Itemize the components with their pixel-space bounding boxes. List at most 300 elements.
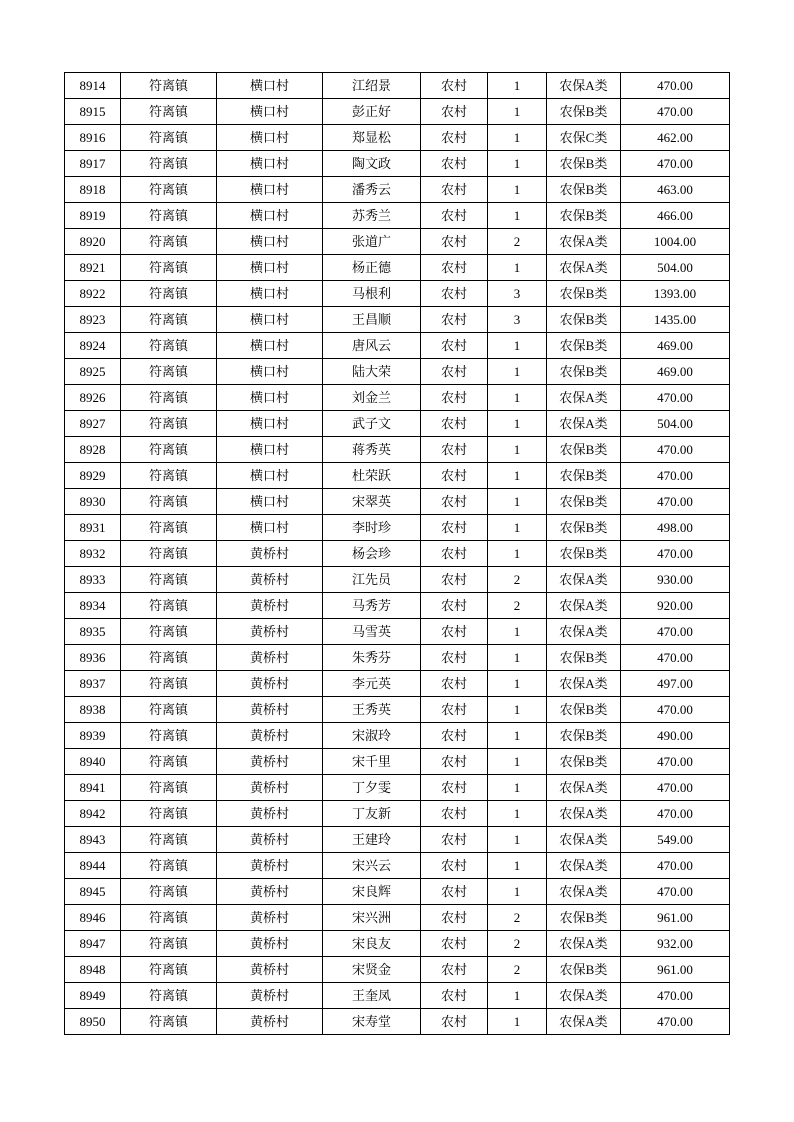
cell-index: 8946 [65, 905, 121, 931]
cell-index: 8938 [65, 697, 121, 723]
cell-amount: 1435.00 [621, 307, 730, 333]
cell-name: 潘秀云 [323, 177, 421, 203]
cell-name: 宋寿堂 [323, 1009, 421, 1035]
cell-name: 陆大荣 [323, 359, 421, 385]
cell-village: 黄桥村 [217, 801, 323, 827]
cell-village: 横口村 [217, 515, 323, 541]
cell-town: 符离镇 [121, 541, 217, 567]
cell-type: 农村 [421, 359, 488, 385]
cell-category: 农保B类 [547, 489, 621, 515]
cell-name: 王建玲 [323, 827, 421, 853]
table-row [65, 229, 730, 255]
table-row [65, 827, 730, 853]
cell-village: 黄桥村 [217, 1009, 323, 1035]
cell-index: 8927 [65, 411, 121, 437]
cell-town: 符离镇 [121, 593, 217, 619]
cell-category: 农保A类 [547, 983, 621, 1009]
cell-type: 农村 [421, 125, 488, 151]
cell-town: 符离镇 [121, 307, 217, 333]
cell-town: 符离镇 [121, 723, 217, 749]
table-row [65, 151, 730, 177]
table-row [65, 905, 730, 931]
cell-name: 杨会珍 [323, 541, 421, 567]
cell-category: 农保A类 [547, 801, 621, 827]
cell-amount: 470.00 [621, 697, 730, 723]
cell-name: 江先员 [323, 567, 421, 593]
cell-town: 符离镇 [121, 749, 217, 775]
cell-village: 横口村 [217, 177, 323, 203]
cell-index: 8948 [65, 957, 121, 983]
cell-category: 农保A类 [547, 593, 621, 619]
cell-category: 农保A类 [547, 385, 621, 411]
cell-amount: 470.00 [621, 645, 730, 671]
cell-town: 符离镇 [121, 125, 217, 151]
cell-index: 8949 [65, 983, 121, 1009]
cell-index: 8937 [65, 671, 121, 697]
cell-type: 农村 [421, 983, 488, 1009]
cell-category: 农保A类 [547, 567, 621, 593]
cell-town: 符离镇 [121, 671, 217, 697]
cell-type: 农村 [421, 515, 488, 541]
table-row [65, 801, 730, 827]
cell-amount: 470.00 [621, 73, 730, 99]
cell-town: 符离镇 [121, 567, 217, 593]
cell-count: 1 [488, 1009, 547, 1035]
table-row [65, 567, 730, 593]
cell-type: 农村 [421, 489, 488, 515]
cell-count: 1 [488, 463, 547, 489]
cell-village: 横口村 [217, 203, 323, 229]
cell-type: 农村 [421, 385, 488, 411]
table-row [65, 463, 730, 489]
cell-name: 宋良辉 [323, 879, 421, 905]
cell-category: 农保A类 [547, 619, 621, 645]
cell-town: 符离镇 [121, 801, 217, 827]
cell-name: 宋兴云 [323, 853, 421, 879]
cell-amount: 1004.00 [621, 229, 730, 255]
table-row [65, 775, 730, 801]
cell-amount: 497.00 [621, 671, 730, 697]
cell-name: 马根利 [323, 281, 421, 307]
cell-village: 横口村 [217, 99, 323, 125]
cell-town: 符离镇 [121, 99, 217, 125]
cell-type: 农村 [421, 853, 488, 879]
cell-category: 农保B类 [547, 463, 621, 489]
cell-type: 农村 [421, 723, 488, 749]
cell-name: 杨正德 [323, 255, 421, 281]
cell-village: 黄桥村 [217, 879, 323, 905]
cell-index: 8923 [65, 307, 121, 333]
cell-village: 黄桥村 [217, 957, 323, 983]
cell-village: 黄桥村 [217, 619, 323, 645]
cell-count: 1 [488, 411, 547, 437]
cell-type: 农村 [421, 255, 488, 281]
cell-type: 农村 [421, 567, 488, 593]
cell-index: 8928 [65, 437, 121, 463]
cell-count: 1 [488, 99, 547, 125]
cell-category: 农保B类 [547, 281, 621, 307]
table-row [65, 645, 730, 671]
cell-count: 1 [488, 619, 547, 645]
cell-category: 农保A类 [547, 827, 621, 853]
cell-index: 8915 [65, 99, 121, 125]
cell-type: 农村 [421, 801, 488, 827]
cell-category: 农保B类 [547, 307, 621, 333]
cell-type: 农村 [421, 1009, 488, 1035]
cell-amount: 469.00 [621, 359, 730, 385]
cell-town: 符离镇 [121, 645, 217, 671]
table-row [65, 255, 730, 281]
table-row [65, 749, 730, 775]
cell-category: 农保B类 [547, 515, 621, 541]
cell-village: 黄桥村 [217, 983, 323, 1009]
table-row [65, 73, 730, 99]
cell-category: 农保A类 [547, 853, 621, 879]
cell-amount: 930.00 [621, 567, 730, 593]
cell-name: 丁夕雯 [323, 775, 421, 801]
cell-name: 宋兴洲 [323, 905, 421, 931]
cell-type: 农村 [421, 697, 488, 723]
cell-type: 农村 [421, 411, 488, 437]
cell-village: 黄桥村 [217, 593, 323, 619]
cell-amount: 470.00 [621, 1009, 730, 1035]
table-row [65, 125, 730, 151]
cell-count: 1 [488, 203, 547, 229]
cell-name: 宋翠英 [323, 489, 421, 515]
cell-village: 黄桥村 [217, 645, 323, 671]
table-row [65, 723, 730, 749]
cell-town: 符离镇 [121, 281, 217, 307]
cell-index: 8932 [65, 541, 121, 567]
cell-name: 江绍景 [323, 73, 421, 99]
cell-index: 8941 [65, 775, 121, 801]
cell-count: 1 [488, 697, 547, 723]
cell-count: 2 [488, 567, 547, 593]
cell-name: 蒋秀英 [323, 437, 421, 463]
cell-name: 刘金兰 [323, 385, 421, 411]
cell-name: 丁友新 [323, 801, 421, 827]
cell-town: 符离镇 [121, 515, 217, 541]
table-body [65, 73, 730, 1035]
cell-name: 张道广 [323, 229, 421, 255]
cell-name: 陶文政 [323, 151, 421, 177]
cell-type: 农村 [421, 99, 488, 125]
cell-index: 8945 [65, 879, 121, 905]
cell-town: 符离镇 [121, 333, 217, 359]
cell-amount: 961.00 [621, 905, 730, 931]
cell-village: 黄桥村 [217, 541, 323, 567]
table-row [65, 593, 730, 619]
table-row [65, 515, 730, 541]
cell-category: 农保A类 [547, 411, 621, 437]
cell-town: 符离镇 [121, 177, 217, 203]
cell-category: 农保A类 [547, 229, 621, 255]
cell-index: 8925 [65, 359, 121, 385]
cell-name: 王昌顺 [323, 307, 421, 333]
cell-category: 农保B类 [547, 905, 621, 931]
cell-index: 8926 [65, 385, 121, 411]
cell-type: 农村 [421, 281, 488, 307]
cell-name: 王秀英 [323, 697, 421, 723]
cell-village: 黄桥村 [217, 567, 323, 593]
cell-count: 1 [488, 723, 547, 749]
table-row [65, 697, 730, 723]
cell-amount: 932.00 [621, 931, 730, 957]
cell-town: 符离镇 [121, 983, 217, 1009]
cell-village: 黄桥村 [217, 853, 323, 879]
cell-amount: 470.00 [621, 385, 730, 411]
cell-index: 8944 [65, 853, 121, 879]
cell-village: 黄桥村 [217, 697, 323, 723]
cell-category: 农保B类 [547, 697, 621, 723]
cell-index: 8930 [65, 489, 121, 515]
cell-type: 农村 [421, 671, 488, 697]
cell-town: 符离镇 [121, 73, 217, 99]
cell-count: 1 [488, 515, 547, 541]
cell-town: 符离镇 [121, 853, 217, 879]
cell-town: 符离镇 [121, 905, 217, 931]
cell-count: 2 [488, 593, 547, 619]
table-row [65, 411, 730, 437]
cell-index: 8935 [65, 619, 121, 645]
cell-index: 8918 [65, 177, 121, 203]
cell-town: 符离镇 [121, 255, 217, 281]
cell-name: 彭正好 [323, 99, 421, 125]
cell-amount: 470.00 [621, 437, 730, 463]
cell-index: 8939 [65, 723, 121, 749]
cell-name: 李元英 [323, 671, 421, 697]
table-row [65, 619, 730, 645]
cell-amount: 549.00 [621, 827, 730, 853]
cell-index: 8934 [65, 593, 121, 619]
cell-index: 8916 [65, 125, 121, 151]
cell-name: 朱秀芬 [323, 645, 421, 671]
cell-village: 横口村 [217, 359, 323, 385]
cell-village: 黄桥村 [217, 931, 323, 957]
cell-type: 农村 [421, 879, 488, 905]
cell-village: 黄桥村 [217, 775, 323, 801]
table-row [65, 307, 730, 333]
cell-count: 1 [488, 437, 547, 463]
cell-type: 农村 [421, 541, 488, 567]
cell-type: 农村 [421, 619, 488, 645]
cell-village: 黄桥村 [217, 905, 323, 931]
cell-category: 农保B类 [547, 723, 621, 749]
table-row [65, 99, 730, 125]
cell-category: 农保B类 [547, 359, 621, 385]
table-row [65, 853, 730, 879]
cell-count: 1 [488, 749, 547, 775]
cell-amount: 470.00 [621, 879, 730, 905]
table-row [65, 333, 730, 359]
cell-village: 黄桥村 [217, 671, 323, 697]
table-row [65, 1009, 730, 1035]
table-row [65, 359, 730, 385]
cell-town: 符离镇 [121, 827, 217, 853]
cell-category: 农保A类 [547, 671, 621, 697]
cell-index: 8940 [65, 749, 121, 775]
cell-index: 8936 [65, 645, 121, 671]
cell-village: 黄桥村 [217, 749, 323, 775]
cell-amount: 469.00 [621, 333, 730, 359]
cell-count: 1 [488, 879, 547, 905]
cell-count: 1 [488, 671, 547, 697]
cell-type: 农村 [421, 73, 488, 99]
cell-town: 符离镇 [121, 463, 217, 489]
cell-category: 农保B类 [547, 151, 621, 177]
cell-name: 马秀芳 [323, 593, 421, 619]
table-row [65, 879, 730, 905]
cell-count: 1 [488, 801, 547, 827]
cell-category: 农保B类 [547, 437, 621, 463]
cell-type: 农村 [421, 463, 488, 489]
cell-type: 农村 [421, 931, 488, 957]
table-row [65, 957, 730, 983]
table-row [65, 385, 730, 411]
cell-town: 符离镇 [121, 437, 217, 463]
cell-category: 农保A类 [547, 1009, 621, 1035]
cell-amount: 462.00 [621, 125, 730, 151]
cell-village: 横口村 [217, 385, 323, 411]
cell-index: 8914 [65, 73, 121, 99]
cell-index: 8917 [65, 151, 121, 177]
cell-category: 农保B类 [547, 957, 621, 983]
cell-category: 农保B类 [547, 99, 621, 125]
cell-count: 2 [488, 957, 547, 983]
cell-village: 横口村 [217, 151, 323, 177]
table-row [65, 489, 730, 515]
cell-category: 农保A类 [547, 255, 621, 281]
cell-count: 2 [488, 905, 547, 931]
cell-index: 8922 [65, 281, 121, 307]
cell-index: 8920 [65, 229, 121, 255]
cell-type: 农村 [421, 827, 488, 853]
cell-name: 宋良友 [323, 931, 421, 957]
cell-name: 王奎凤 [323, 983, 421, 1009]
cell-type: 农村 [421, 333, 488, 359]
table-row [65, 177, 730, 203]
data-table [64, 72, 730, 1035]
cell-category: 农保A类 [547, 879, 621, 905]
cell-category: 农保C类 [547, 125, 621, 151]
cell-category: 农保A类 [547, 73, 621, 99]
cell-category: 农保A类 [547, 775, 621, 801]
cell-town: 符离镇 [121, 411, 217, 437]
cell-amount: 470.00 [621, 489, 730, 515]
cell-amount: 498.00 [621, 515, 730, 541]
cell-amount: 961.00 [621, 957, 730, 983]
cell-index: 8943 [65, 827, 121, 853]
cell-town: 符离镇 [121, 931, 217, 957]
cell-index: 8933 [65, 567, 121, 593]
cell-type: 农村 [421, 905, 488, 931]
cell-count: 1 [488, 983, 547, 1009]
cell-count: 3 [488, 281, 547, 307]
cell-count: 1 [488, 177, 547, 203]
table-row [65, 437, 730, 463]
cell-type: 农村 [421, 437, 488, 463]
cell-amount: 470.00 [621, 541, 730, 567]
cell-amount: 470.00 [621, 801, 730, 827]
cell-amount: 470.00 [621, 853, 730, 879]
cell-village: 横口村 [217, 229, 323, 255]
cell-count: 2 [488, 229, 547, 255]
cell-count: 1 [488, 489, 547, 515]
cell-count: 1 [488, 541, 547, 567]
cell-name: 郑显松 [323, 125, 421, 151]
cell-count: 1 [488, 255, 547, 281]
cell-type: 农村 [421, 229, 488, 255]
cell-type: 农村 [421, 593, 488, 619]
cell-count: 1 [488, 645, 547, 671]
cell-category: 农保B类 [547, 203, 621, 229]
cell-category: 农保A类 [547, 931, 621, 957]
cell-category: 农保B类 [547, 333, 621, 359]
cell-town: 符离镇 [121, 151, 217, 177]
cell-index: 8942 [65, 801, 121, 827]
cell-town: 符离镇 [121, 1009, 217, 1035]
cell-index: 8924 [65, 333, 121, 359]
cell-count: 1 [488, 827, 547, 853]
cell-index: 8950 [65, 1009, 121, 1035]
cell-index: 8929 [65, 463, 121, 489]
table-row [65, 281, 730, 307]
cell-amount: 470.00 [621, 463, 730, 489]
cell-village: 横口村 [217, 255, 323, 281]
cell-count: 1 [488, 385, 547, 411]
cell-count: 1 [488, 151, 547, 177]
cell-village: 横口村 [217, 437, 323, 463]
cell-town: 符离镇 [121, 385, 217, 411]
cell-amount: 920.00 [621, 593, 730, 619]
cell-amount: 470.00 [621, 775, 730, 801]
cell-count: 1 [488, 775, 547, 801]
cell-village: 黄桥村 [217, 723, 323, 749]
cell-type: 农村 [421, 177, 488, 203]
cell-town: 符离镇 [121, 957, 217, 983]
cell-count: 1 [488, 333, 547, 359]
table-row [65, 983, 730, 1009]
cell-name: 宋淑玲 [323, 723, 421, 749]
cell-category: 农保B类 [547, 645, 621, 671]
cell-category: 农保B类 [547, 749, 621, 775]
cell-index: 8919 [65, 203, 121, 229]
cell-amount: 463.00 [621, 177, 730, 203]
cell-town: 符离镇 [121, 203, 217, 229]
cell-town: 符离镇 [121, 359, 217, 385]
cell-village: 横口村 [217, 307, 323, 333]
cell-name: 杜荣跃 [323, 463, 421, 489]
cell-village: 横口村 [217, 333, 323, 359]
cell-count: 1 [488, 359, 547, 385]
cell-village: 黄桥村 [217, 827, 323, 853]
cell-index: 8947 [65, 931, 121, 957]
cell-village: 横口村 [217, 489, 323, 515]
cell-type: 农村 [421, 957, 488, 983]
cell-count: 2 [488, 931, 547, 957]
table-row [65, 671, 730, 697]
cell-count: 3 [488, 307, 547, 333]
cell-type: 农村 [421, 203, 488, 229]
cell-village: 横口村 [217, 125, 323, 151]
cell-amount: 470.00 [621, 749, 730, 775]
cell-count: 1 [488, 853, 547, 879]
cell-index: 8931 [65, 515, 121, 541]
cell-index: 8921 [65, 255, 121, 281]
cell-name: 唐风云 [323, 333, 421, 359]
cell-village: 横口村 [217, 463, 323, 489]
cell-name: 宋贤金 [323, 957, 421, 983]
